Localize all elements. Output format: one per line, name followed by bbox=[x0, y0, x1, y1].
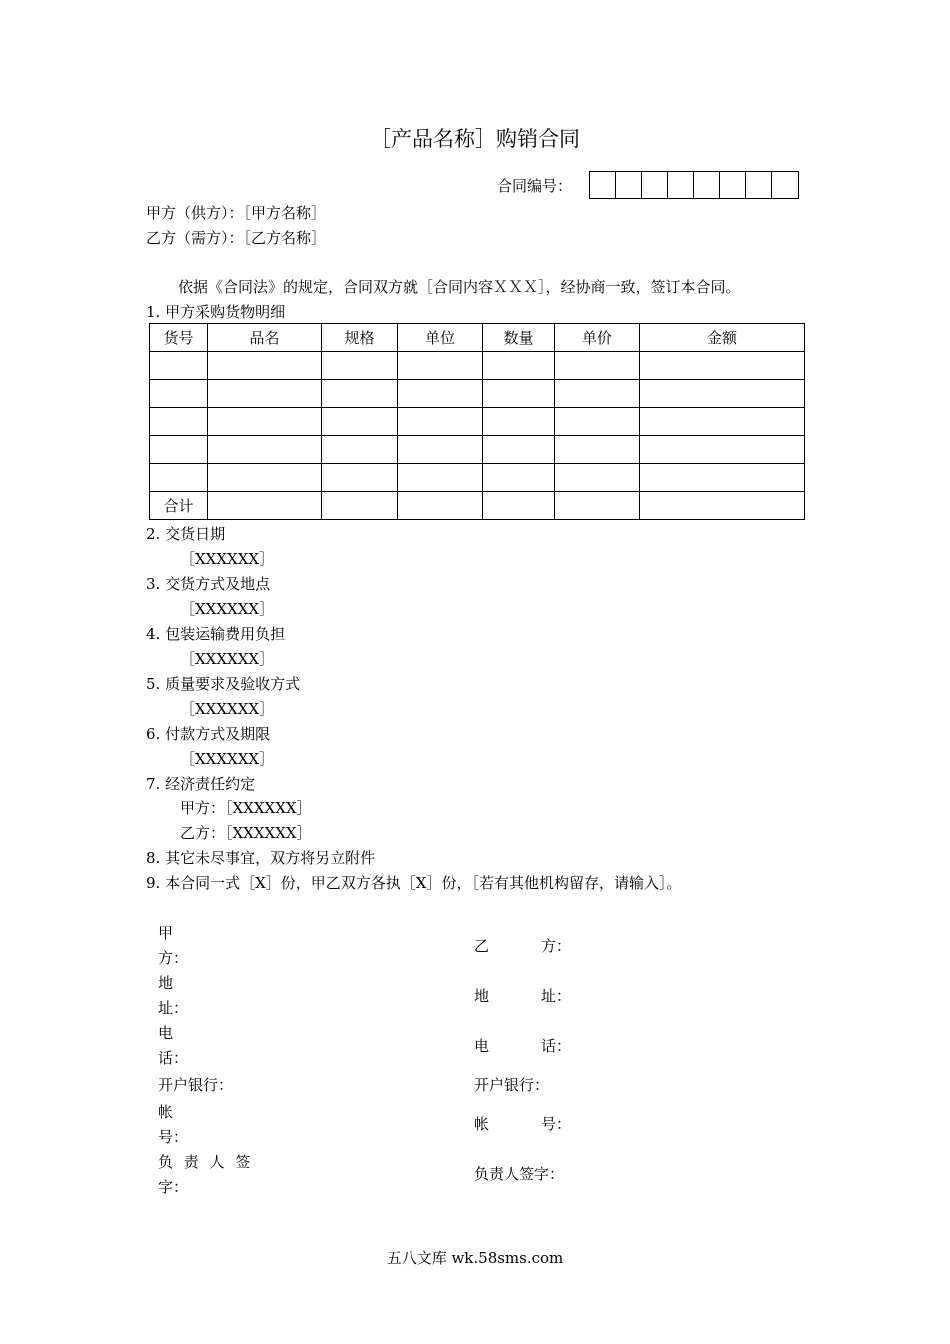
sig-right-phone-label-right: 话： bbox=[541, 1037, 572, 1055]
section-4-title: 4. 包装运输费用负担 bbox=[146, 625, 286, 643]
column-header: 货号 bbox=[150, 324, 208, 352]
section-7-party-a[interactable]: 甲方：［XXXXXX］ bbox=[180, 799, 312, 817]
section-6-title: 6. 付款方式及期限 bbox=[146, 725, 271, 743]
contract-number-box[interactable] bbox=[694, 172, 720, 198]
sig-left-account-label-1: 帐 bbox=[158, 1103, 174, 1121]
column-header: 数量 bbox=[483, 324, 555, 352]
contract-number-box[interactable] bbox=[772, 172, 798, 198]
column-header: 单价 bbox=[555, 324, 640, 352]
sig-right-phone-label-left: 电 bbox=[474, 1037, 490, 1055]
sig-left-phone-label-1: 电 bbox=[158, 1024, 174, 1042]
section-6-value[interactable]: ［XXXXXX］ bbox=[180, 750, 275, 768]
sig-right-address-label-left: 地 bbox=[474, 987, 490, 1005]
page-title: ［产品名称］购销合同 bbox=[370, 127, 580, 151]
sig-right-bank-label: 开户银行： bbox=[474, 1076, 550, 1094]
section-5-title: 5. 质量要求及验收方式 bbox=[146, 675, 301, 693]
contract-number-box[interactable] bbox=[590, 172, 616, 198]
sig-left-party-label-2: 方： bbox=[158, 949, 189, 967]
sig-right-party-label-left: 乙 bbox=[474, 937, 490, 955]
contract-number-box[interactable] bbox=[668, 172, 694, 198]
section-5-value[interactable]: ［XXXXXX］ bbox=[180, 700, 275, 718]
table-header-row bbox=[150, 324, 805, 352]
sig-left-phone-label-2: 话： bbox=[158, 1049, 189, 1067]
sig-right-party-label-right: 方： bbox=[541, 937, 572, 955]
column-header: 金额 bbox=[640, 324, 805, 352]
table-row[interactable] bbox=[150, 408, 805, 436]
party-b-line: 乙方（需方）：［乙方名称］ bbox=[146, 229, 327, 247]
sig-left-signer-label-2: 字： bbox=[158, 1178, 189, 1196]
contract-number-box[interactable] bbox=[746, 172, 772, 198]
sig-right-signer-label: 负责人签字： bbox=[474, 1165, 565, 1183]
section-1-title: 1. 甲方采购货物明细 bbox=[146, 303, 286, 321]
section-8: 8. 其它未尽事宜，双方将另立附件 bbox=[146, 849, 376, 867]
sig-left-account-label-2: 号： bbox=[158, 1128, 189, 1146]
sig-left-address-label-2: 址： bbox=[158, 999, 189, 1017]
sig-left-party-label-1: 甲 bbox=[158, 924, 174, 942]
sig-right-account-label-left: 帐 bbox=[474, 1115, 490, 1133]
footer-watermark: 五八文库 wk.58sms.com bbox=[386, 1249, 564, 1267]
intro-paragraph: 依据《合同法》的规定，合同双方就［合同内容ＸＸＸ］，经协商一致，签订本合同。 bbox=[178, 278, 741, 296]
section-9: 9. 本合同一式［X］份，甲乙双方各执［X］份，［若有其他机构留存，请输入］。 bbox=[146, 874, 682, 892]
contract-number-box[interactable] bbox=[720, 172, 746, 198]
contract-number-box[interactable] bbox=[642, 172, 668, 198]
goods-table bbox=[149, 323, 805, 520]
table-total-row[interactable] bbox=[150, 492, 805, 520]
column-header: 规格 bbox=[322, 324, 398, 352]
sig-left-signer-label-1: 负 责 人 签 bbox=[158, 1153, 251, 1171]
section-7-title: 7. 经济责任约定 bbox=[146, 775, 256, 793]
section-4-value[interactable]: ［XXXXXX］ bbox=[180, 650, 275, 668]
section-3-value[interactable]: ［XXXXXX］ bbox=[180, 600, 275, 618]
sig-right-account-label-right: 号： bbox=[541, 1115, 572, 1133]
section-2-title: 2. 交货日期 bbox=[146, 525, 226, 543]
contract-number-box[interactable] bbox=[616, 172, 642, 198]
section-7-party-b[interactable]: 乙方：［XXXXXX］ bbox=[180, 824, 312, 842]
section-3-title: 3. 交货方式及地点 bbox=[146, 575, 271, 593]
total-label: 合计 bbox=[150, 492, 208, 520]
table-row[interactable] bbox=[150, 352, 805, 380]
sig-left-address-label-1: 地 bbox=[158, 974, 174, 992]
party-a-line: 甲方（供方）：［甲方名称］ bbox=[146, 204, 327, 222]
table-row[interactable] bbox=[150, 464, 805, 492]
column-header: 品名 bbox=[208, 324, 322, 352]
contract-number-boxes[interactable] bbox=[589, 171, 799, 199]
table-row[interactable] bbox=[150, 380, 805, 408]
sig-right-address-label-right: 址： bbox=[541, 987, 572, 1005]
table-row[interactable] bbox=[150, 436, 805, 464]
section-2-value[interactable]: ［XXXXXX］ bbox=[180, 550, 275, 568]
contract-number-label: 合同编号： bbox=[497, 177, 573, 195]
sig-left-bank-label: 开户银行： bbox=[158, 1076, 234, 1094]
column-header: 单位 bbox=[398, 324, 483, 352]
